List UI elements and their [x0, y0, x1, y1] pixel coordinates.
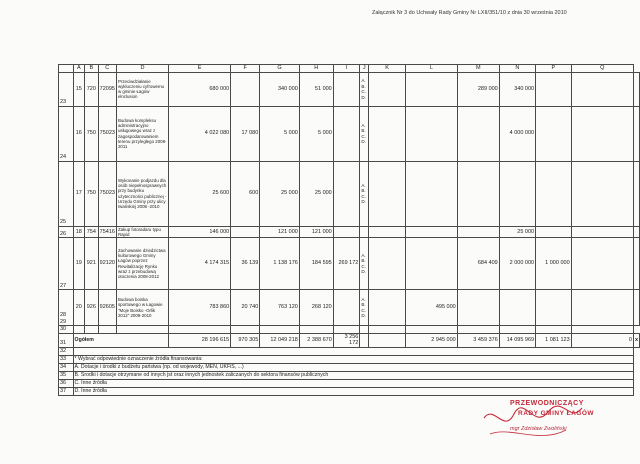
amount-cell: [457, 226, 499, 238]
chapter-code: 75023: [98, 106, 116, 161]
table-cell: [333, 326, 360, 334]
amount-cell: 2 000 000: [499, 238, 535, 290]
amount-cell: [571, 238, 633, 290]
amount-cell: 684 409: [457, 238, 499, 290]
note-row: [59, 387, 640, 395]
funding-source-codes: A. B. C. D.: [360, 72, 369, 106]
amount-cell: [231, 226, 260, 238]
row-number: 26: [59, 226, 74, 238]
section-code: 720: [85, 72, 99, 106]
row-number: 30: [59, 326, 74, 334]
total-amount: 28 196 615: [168, 333, 230, 347]
column-header: P: [536, 65, 572, 73]
row-number: 23: [59, 72, 74, 106]
amount-cell: [333, 72, 360, 106]
row-number: 33: [59, 355, 74, 363]
amount-cell: 25 600: [168, 161, 230, 226]
amount-cell: 340 000: [260, 72, 300, 106]
amount-cell: [406, 238, 458, 290]
row-number: 32: [59, 347, 74, 355]
amount-cell: [536, 106, 572, 161]
amount-cell: [333, 290, 360, 326]
amount-cell: [457, 161, 499, 226]
table-cell: [457, 326, 499, 334]
note-row: [59, 355, 640, 363]
column-header: A: [73, 65, 84, 73]
column-header: J: [360, 65, 369, 73]
table-cell: [98, 326, 116, 334]
amount-cell: 184 595: [299, 238, 333, 290]
table-cell: [73, 326, 84, 334]
note-row: [59, 371, 640, 379]
stamp-council: RADY GMINY ŁAGÓW: [518, 410, 595, 417]
item-number: 20: [73, 290, 84, 326]
column-header: C: [98, 65, 116, 73]
task-description: Zachowanie dziedzictwa kulturowego Gminy Łagów poprzez Rewitalizację Rynku wraz z przebudową otoczenia 2008-2012: [116, 238, 168, 290]
stamp-title: PRZEWODNICZĄCY: [510, 400, 584, 407]
amount-cell: [571, 72, 633, 106]
total-amount: 1 081 123: [536, 333, 572, 347]
amount-cell: 51 000: [299, 72, 333, 106]
amount-cell: [333, 106, 360, 161]
column-header: F: [231, 65, 260, 73]
amount-cell: 289 000: [457, 72, 499, 106]
amount-cell: 146 000: [168, 226, 230, 238]
spacer-cell: [369, 161, 406, 226]
total-row: [59, 333, 640, 347]
amount-cell: [633, 226, 639, 238]
item-number: 17: [73, 161, 84, 226]
amount-cell: [333, 161, 360, 226]
amount-cell: 25 000: [299, 161, 333, 226]
amount-cell: [571, 290, 633, 326]
column-header: B: [85, 65, 99, 73]
amount-cell: [457, 290, 499, 326]
row-number: 27: [59, 238, 74, 290]
item-number: 18: [73, 226, 84, 238]
table-cell: [299, 326, 333, 334]
amount-cell: 5 000: [260, 106, 300, 161]
amount-cell: [571, 106, 633, 161]
spacer-cell: [369, 106, 406, 161]
amount-cell: [633, 161, 639, 226]
table-cell: [360, 326, 369, 334]
amount-cell: [633, 238, 639, 290]
total-amount: 3 459 376: [457, 333, 499, 347]
amount-cell: 25 000: [499, 226, 535, 238]
row-number: 34: [59, 363, 74, 371]
total-amount: 970 305: [231, 333, 260, 347]
row-number: 25: [59, 161, 74, 226]
note-text: * Wybrać odpowiednie oznaczenie źródła finansowania:: [73, 355, 633, 363]
amount-cell: [231, 72, 260, 106]
total-amount: 3 256 172: [333, 333, 360, 347]
item-number: 16: [73, 106, 84, 161]
amount-cell: 17 080: [231, 106, 260, 161]
table-cell: [85, 326, 99, 334]
item-number: 15: [73, 72, 84, 106]
amount-cell: 20 740: [231, 290, 260, 326]
amount-cell: 680 000: [168, 72, 230, 106]
task-description: Zakup fotoradaru typu Rapid: [116, 226, 168, 238]
amount-cell: 600: [231, 161, 260, 226]
column-header: L: [406, 65, 458, 73]
chapter-code: 92120: [98, 238, 116, 290]
column-header: D: [116, 65, 168, 73]
amount-cell: 4 000 000: [499, 106, 535, 161]
amount-cell: [406, 106, 458, 161]
table-cell: [406, 326, 458, 334]
table-row: [59, 72, 640, 106]
chairman-stamp: [470, 400, 620, 455]
amount-cell: [333, 226, 360, 238]
column-header: N: [499, 65, 535, 73]
table-row: [59, 226, 640, 238]
column-header: H: [299, 65, 333, 73]
table-cell: [571, 326, 633, 334]
column-header: E: [168, 65, 230, 73]
section-code: 926: [85, 290, 99, 326]
task-description: Budowa kompleksu administracyjno usługowego wraz z zagospodarowaniem terenu przyległego 2008-2011: [116, 106, 168, 161]
column-header: Q: [571, 65, 633, 73]
amount-cell: 25 000: [260, 161, 300, 226]
total-amount: 2 945 000: [406, 333, 458, 347]
table-cell: [369, 326, 406, 334]
amount-cell: [499, 290, 535, 326]
amount-cell: 5 000: [299, 106, 333, 161]
total-amount: 2 388 670: [299, 333, 333, 347]
spacer-cell: [369, 238, 406, 290]
chapter-code: 72095: [98, 72, 116, 106]
spacer-cell: [369, 226, 406, 238]
amount-cell: [457, 106, 499, 161]
amount-cell: [633, 106, 639, 161]
amount-cell: [406, 72, 458, 106]
amount-cell: [536, 226, 572, 238]
amount-cell: 268 120: [299, 290, 333, 326]
table-row: [59, 106, 640, 161]
amount-cell: 121 000: [260, 226, 300, 238]
amount-cell: [571, 226, 633, 238]
table-row: [59, 238, 640, 290]
funding-source-codes: A. B. C. D.: [360, 238, 369, 290]
section-code: 750: [85, 106, 99, 161]
table-row: [59, 290, 640, 326]
amount-cell: 4 022 080: [168, 106, 230, 161]
table-cell: [360, 333, 369, 347]
amount-cell: [406, 161, 458, 226]
table-cell: [536, 326, 572, 334]
table-cell: [231, 326, 260, 334]
section-code: 921: [85, 238, 99, 290]
funding-source-codes: A. B. C. D.: [360, 106, 369, 161]
column-header: I: [333, 65, 360, 73]
amount-cell: 269 172: [333, 238, 360, 290]
total-amount: 14 095 969: [499, 333, 535, 347]
amount-cell: 783 860: [168, 290, 230, 326]
total-amount: 0: [571, 333, 633, 347]
stamp-name: mgr Zdzisław Zwoliński: [510, 426, 567, 432]
amount-cell: [633, 72, 639, 106]
table-cell: [260, 326, 300, 334]
row-number: 36: [59, 379, 74, 387]
total-label: Ogółem: [73, 333, 168, 347]
amount-cell: 340 000: [499, 72, 535, 106]
note-row: [59, 363, 640, 371]
row-number: 28 29: [59, 290, 74, 326]
amount-cell: [536, 290, 572, 326]
column-header: K: [369, 65, 406, 73]
amount-cell: [633, 290, 639, 326]
row-number: 35: [59, 371, 74, 379]
funding-source-codes: A. B. C. D.: [360, 161, 369, 226]
amount-cell: 763 120: [260, 290, 300, 326]
task-description: Budowa boiska sportowego w Łagowie "Moje Boisko -Orlik 2012" 2009-2010: [116, 290, 168, 326]
note-text: D. Inne źródła: [73, 387, 633, 395]
amount-cell: 1 138 176: [260, 238, 300, 290]
task-description: Wykonanie podjazdu dla osób niepełnosprawnych przy budynku użyteczności publicznej - Urzędu Gminy przy ulicy Iwańskiej 2008 -2010: [116, 161, 168, 226]
table-cell: [116, 326, 168, 334]
column-header: M: [457, 65, 499, 73]
chapter-code: 92605: [98, 290, 116, 326]
amount-cell: 36 139: [231, 238, 260, 290]
task-description: Przeciwdziałanie wykluczeniu cyfrowemu w gminie Łagów elnclusion: [116, 72, 168, 106]
amount-cell: 121 000: [299, 226, 333, 238]
row-number: 31: [59, 333, 74, 347]
section-code: 754: [85, 226, 99, 238]
note-row: [59, 379, 640, 387]
table-cell: [499, 326, 535, 334]
spacer-cell: [369, 290, 406, 326]
investment-table: [58, 64, 640, 396]
chapter-code: 75416: [98, 226, 116, 238]
funding-source-codes: [360, 226, 369, 238]
row-number: 37: [59, 387, 74, 395]
total-amount: x: [633, 333, 639, 347]
chapter-code: 75023: [98, 161, 116, 226]
funding-source-codes: A. B. C. D.: [360, 290, 369, 326]
amount-cell: 1 000 000: [536, 238, 572, 290]
amount-cell: [536, 161, 572, 226]
amount-cell: [571, 161, 633, 226]
table-cell: [168, 326, 230, 334]
amount-cell: [406, 226, 458, 238]
table-row: [59, 161, 640, 226]
amount-cell: [499, 161, 535, 226]
note-row: [59, 347, 640, 355]
column-header-row: [59, 65, 640, 73]
amount-cell: 495 000: [406, 290, 458, 326]
row-number: 24: [59, 106, 74, 161]
spacer-cell: [369, 333, 406, 347]
total-amount: 12 049 218: [260, 333, 300, 347]
attachment-header: Załącznik Nr 3 do Uchwały Rady Gminy Nr LXII/351/10 z dnia 30 września 2010: [372, 10, 567, 16]
note-text: B. Środki i dotacje otrzymane od innych jst oraz innych jednostek zaliczanych do sektora finansów publicznych: [73, 371, 633, 379]
note-text: [73, 347, 633, 355]
column-header: G: [260, 65, 300, 73]
section-code: 750: [85, 161, 99, 226]
item-number: 19: [73, 238, 84, 290]
amount-cell: 4 174 315: [168, 238, 230, 290]
spacer-cell: [369, 72, 406, 106]
table-row: [59, 326, 640, 334]
note-text: C. Inne źródła: [73, 379, 633, 387]
amount-cell: [536, 72, 572, 106]
note-text: A. Dotacje i środki z budżetu państwa (np. od wojewody, MEN, UKFiS, ...): [73, 363, 633, 371]
